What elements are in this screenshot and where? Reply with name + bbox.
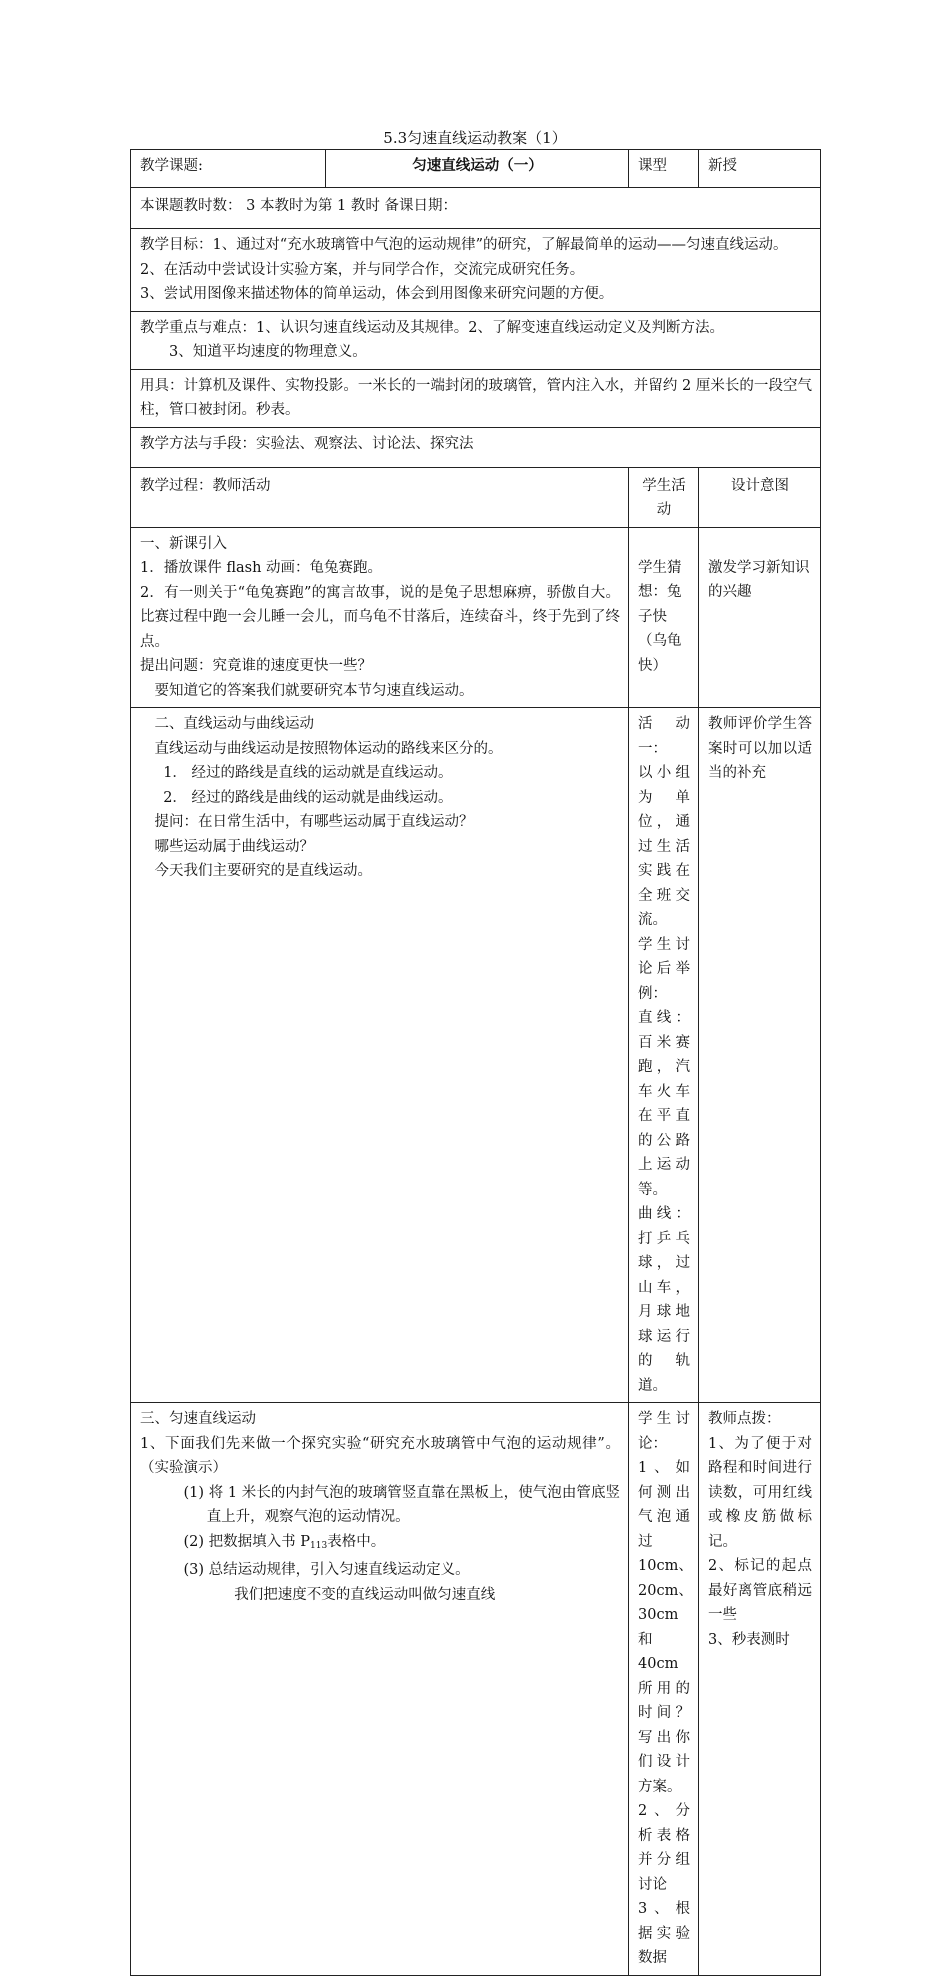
section3-student-line-1: 学生讨论： [638,1411,690,1452]
process-student-header: 学生活动 [629,467,699,527]
section3-design-line-2: 1、为了便于对路程和时间进行读数，可用红线或橡皮筋做标记。 [708,1435,812,1550]
section1-student-text: 学生猜想：兔子快（乌龟快） [638,559,682,674]
section2-question-1: 提问：在日常生活中，有哪些运动属于直线运动？ [154,814,474,830]
section3-student-line-3: 2、分析表格并分组讨论 [638,1803,690,1893]
section3-teacher [131,1403,629,1976]
section1-row [131,527,821,708]
section2-teacher [131,708,629,1403]
section3-heading: 三、匀速直线运动 [140,1411,256,1427]
section3-step-2-page: 113 [310,1540,328,1551]
document-title: 5.3匀速直线运动教案（1） [383,129,567,147]
goals-cell [131,229,821,312]
goal-line-1: 教学目标：1、通过对“充水玻璃管中气泡的运动规律”的研究，了解最简单的运动——匀速直线运动。 [140,237,788,253]
goal-line-2: 2、在活动中尝试设计实验方案，并与同学合作，交流完成研究任务。 [140,261,585,278]
section1-question: 提出问题：究竟谁的速度更快一些？ [140,658,372,674]
section2-design [699,708,821,1403]
methods-cell: 教学方法与手段：实验法、观察法、讨论法、探究法 [131,427,821,467]
section2-question-2: 哪些运动属于曲线运动？ [154,838,314,855]
section1-student [629,527,699,708]
section1-design-text: 激发学习新知识的兴趣 [708,559,810,600]
process-header-row [131,467,821,527]
section2-student-line-4: 直线：百米赛跑，汽车火车在平直的公路上运动等。 [638,1010,690,1198]
section2-row [131,708,821,1403]
tools-cell: 用具：计算机及课件、实物投影。一米长的一端封闭的玻璃管，管内注入水，并留约 2 厘米长的一段空气柱，管口被封闭。秒表。 [131,369,821,427]
section2-design-text: 教师评价学生答案时可以加以适当的补充 [708,716,812,781]
section1-line-1: 1．播放课件 flash 动画：龟兔赛跑。 [140,560,383,576]
section1-heading: 一、新课引入 [140,535,227,552]
section2-student-line-3: 学生讨论后举例： [638,936,690,1002]
section2-item-2: 2． 经过的路线是曲线的运动就是曲线运动。 [163,789,453,806]
section3-student-line-2: 1、如何测出气泡通过 10cm、20cm、30cm 和 40cm 所用的时间？写出你们设计方案。 [638,1460,693,1795]
goal-line-3: 3、尝试用图像来描述物体的简单运动，体会到用图像来研究问题的方便。 [140,286,614,302]
section3-step-2 [140,1530,620,1559]
keypoint-line-1: 教学重点与难点：1、认识匀速直线运动及其规律。2、了解变速直线运动定义及判断方法。 [140,319,724,336]
topic-row [131,150,821,188]
section2-student-line-5: 曲线：打乒乓球，过山车，月球地球运行的轨道。 [638,1206,690,1394]
methods-row [131,427,821,467]
section1-teacher [131,527,629,708]
section3-definition: 我们把速度不变的直线运动叫做匀速直线 [234,1586,496,1603]
section2-heading: 二、直线运动与曲线运动 [154,716,314,732]
keypoints-cell [131,311,821,369]
section3-step-1: (1) 将 1 米长的内封气泡的玻璃管竖直靠在黑板上，使气泡由管底竖直上升，观察气泡的运动情况。 [183,1484,620,1525]
section1-line-end: 要知道它的答案我们就要研究本节匀速直线运动。 [154,682,474,699]
section3-row [131,1403,821,1976]
section3-student [629,1403,699,1976]
section2-intro: 直线运动与曲线运动是按照物体运动的路线来区分的。 [154,740,503,757]
section2-student-line-1: 活动一： [638,716,690,757]
tools-row [131,369,821,427]
section3-design-line-3: 2、标记的起点最好离管底稍远一些 [708,1558,812,1623]
section2-student [629,708,699,1403]
section3-step-2-post: 表格中。 [327,1533,386,1550]
goals-row [131,229,821,312]
keypoint-line-2: 3、知道平均速度的物理意义。 [169,344,367,360]
section3-design-line-1: 教师点拨： [708,1411,781,1427]
type-value: 新授 [699,150,821,188]
section3-student-line-4: 3、根据实验数据 [638,1901,690,1966]
section3-design-line-4: 3、秒表测时 [708,1631,790,1648]
section3-intro: 1、下面我们先来做一个探究实验“研究充水玻璃管中气泡的运动规律”。（实验演示） [140,1435,620,1476]
section2-focus: 今天我们主要研究的是直线运动。 [154,863,372,879]
type-label: 课型 [629,150,699,188]
section1-design [699,527,821,708]
topic-label: 教学课题: [131,150,326,188]
keypoints-row [131,311,821,369]
hours-line: 本课题教时数： 3 本教时为第 1 教时 备课日期： [131,188,821,229]
section2-student-line-2: 以小组为单位，通过生活实践在全班交流。 [638,765,690,928]
hours-row [131,188,821,229]
section1-line-2: 2．有一则关于“龟兔赛跑”的寓言故事，说的是兔子思想麻痹，骄傲自大。比赛过程中跑一会儿睡一会儿，而乌龟不甘落后，连续奋斗，终于先到了终点。 [140,584,620,650]
section3-step-3: (3) 总结运动规律，引入匀速直线运动定义。 [183,1562,470,1578]
lesson-plan-table [130,149,821,1976]
section3-step-2-pre: (2) 把数据填入书 P [183,1533,311,1550]
section2-item-1: 1． 经过的路线是直线的运动就是直线运动。 [163,765,453,781]
section3-design [699,1403,821,1976]
process-design-header: 设计意图 [699,467,821,527]
topic-value: 匀速直线运动（一） [326,150,629,188]
process-teacher-header: 教学过程：教师活动 [131,467,629,527]
